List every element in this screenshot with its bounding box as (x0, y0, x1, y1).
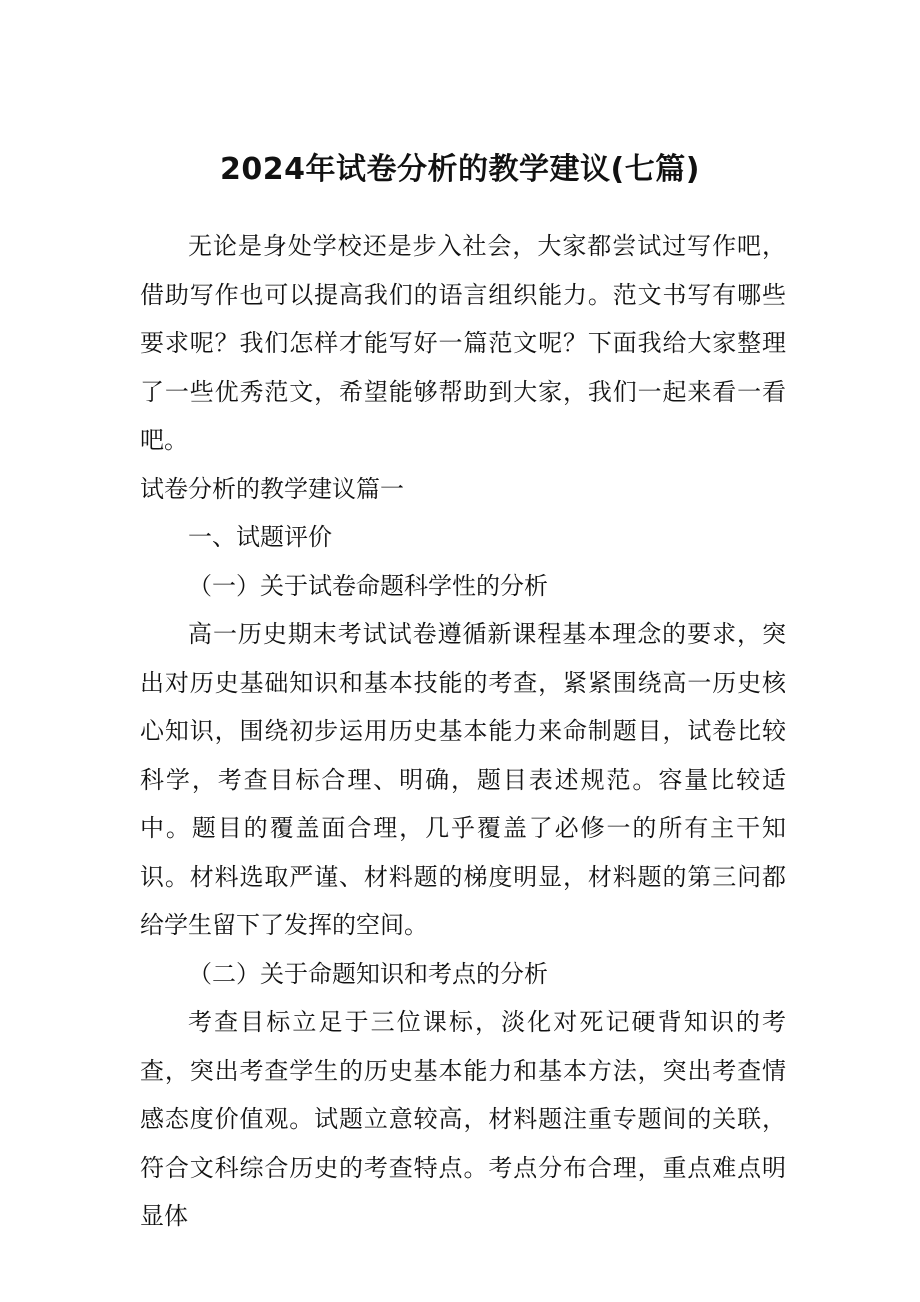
document-body (140, 222, 786, 1241)
body-paragraph-1: 高一历史期末考试试卷遵循新课程基本理念的要求，突出对历史基础知识和基本技能的考查，紧紧围绕高一历史核心知识，围绕初步运用历史基本能力来命制题目，试卷比较科学，考查目标合理、明确，题目表述规范。容量比较适中。题目的覆盖面合理，几乎覆盖了必修一的所有主干知识。材料选取严谨、材料题的梯度明显，材料题的第三问都给学生留下了发挥的空间。 (140, 620, 786, 939)
intro-paragraph: 无论是身处学校还是步入社会，大家都尝试过写作吧，借助写作也可以提高我们的语言组织能力。范文书写有哪些要求呢？我们怎样才能写好一篇范文呢？下面我给大家整理了一些优秀范文，希望能够帮助到大家，我们一起来看一看吧。 (140, 232, 786, 454)
body-paragraph-2: 考查目标立足于三位课标，淡化对死记硬背知识的考查，突出考查学生的历史基本能力和基本方法，突出考查情感态度价值观。试题立意较高，材料题注重专题间的关联，符合文科综合历史的考查特点。考点分布合理，重点难点明显体 (140, 1008, 786, 1230)
section-title: 试卷分析的教学建议篇一 (140, 474, 404, 503)
heading-evaluation: 一、试题评价 (188, 523, 332, 551)
subheading-scientific-analysis: （一）关于试卷命题科学性的分析 (188, 571, 548, 600)
document-title: 2024年试卷分析的教学建议(七篇) (220, 152, 700, 187)
subheading-knowledge-analysis: （二）关于命题知识和考点的分析 (188, 959, 548, 988)
